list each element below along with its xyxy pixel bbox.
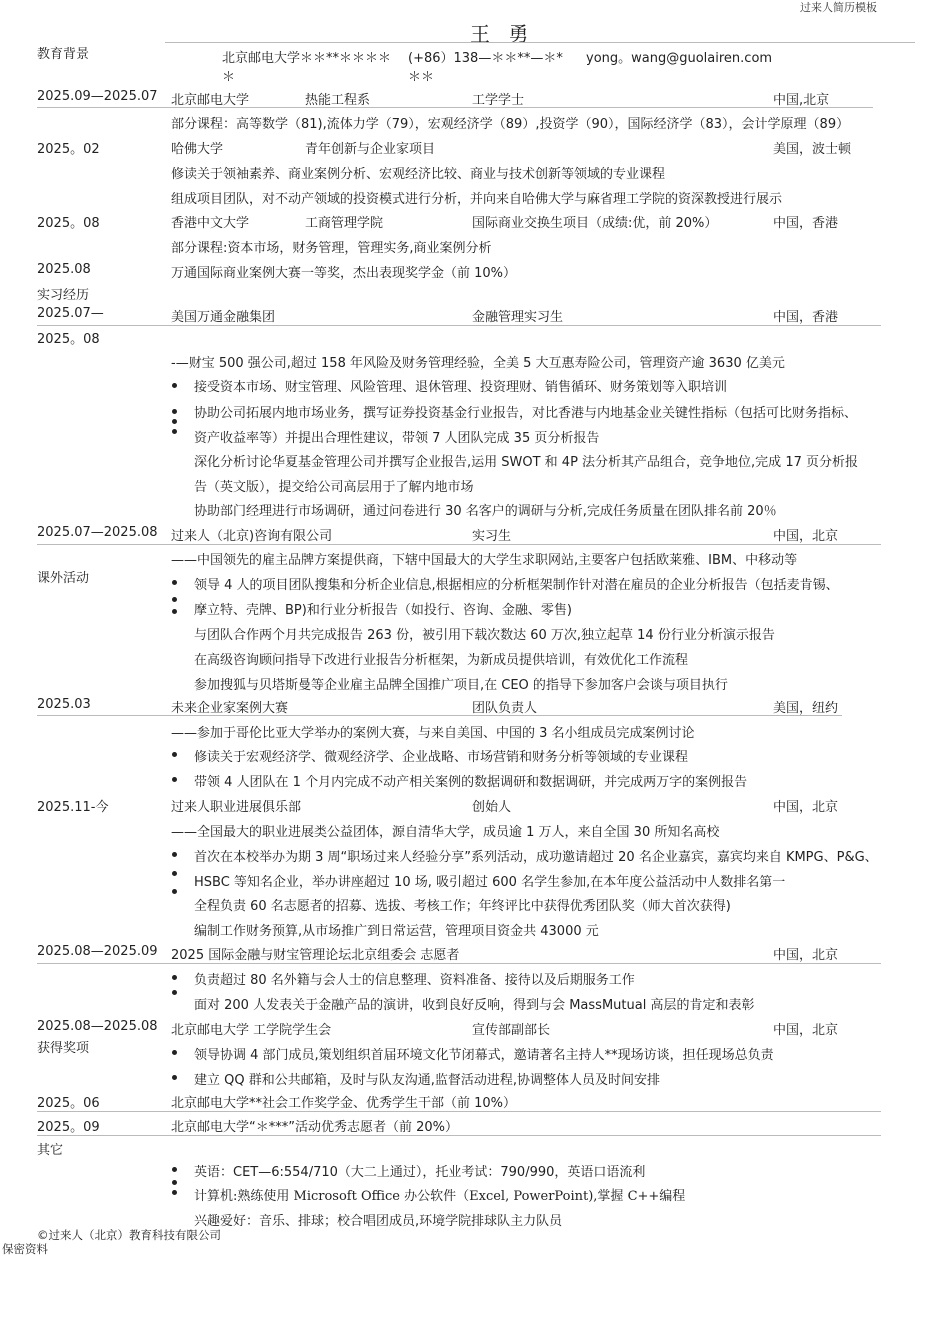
act2-role: 创始人 [472, 800, 512, 815]
act3-bullet-1: 负责超过 80 名外籍与会人士的信息整理、资料准备、接待以及后期服务工作 [194, 973, 635, 988]
intern1-date-start: 2025.07— [37, 306, 104, 321]
act4-bullet-2: 建立 QQ 群和公共邮箱，及时与队友沟通,监督活动进程,协调整体人员及时间安排 [194, 1073, 660, 1088]
intern2-bullet-3: 在高级咨询顾问指导下改进行业报告分析框架，为新成员提供培训，有效优化工作流程 [194, 653, 689, 668]
other-computer: 计算机:熟练使用 Microsoft Office 办公软件（Excel, PowerPoint),掌握 C++编程 [194, 1189, 686, 1204]
bullet-icon [172, 752, 177, 757]
edu1-date: 2025.09—2025.07 [37, 89, 158, 104]
act3-date: 2025.08—2025.09 [37, 944, 158, 959]
act4-location: 中国，北京 [773, 1023, 839, 1038]
act1-role: 团队负责人 [472, 701, 538, 716]
edu3-detail: 部分课程:资本市场，财务管理，管理实务,商业案例分析 [171, 241, 492, 256]
intern1-bullet-4: 协助部门经理进行市场调研，通过问卷进行 30 名客户的调研与分析,完成任务质量在团队排名前 20％ [194, 504, 777, 519]
section-awards-title: 获得奖项 [37, 1041, 90, 1056]
intern2-location: 中国，北京 [773, 529, 839, 544]
intern1-bullet-3: 深化分析讨论华夏基金管理公司并撰写企业报告,运用 SWOT 和 4P 法分析其产品组合，竞争地位,完成 17 页分析报 [194, 455, 858, 470]
intern2-bullet-2: 与团队合作两个月共完成报告 263 份，被引用下载次数达 60 万次,独立起草 14 份行业分析演示报告 [194, 628, 775, 643]
intern1-bullet-2: 协助公司拓展内地市场业务，撰写证券投资基金行业报告，对比香港与内地基金业关键性指标（包括可比财务指标、 [194, 406, 858, 421]
act4-bullet-1: 领导协调 4 部门成员,策划组织首届环境文化节闭幕式，邀请著名主持人**现场访谈，担任现场总负责 [194, 1048, 774, 1063]
rule [37, 107, 873, 108]
act4-org: 北京邮电大学 工学院学生会 [171, 1023, 332, 1038]
act2-location: 中国，北京 [773, 800, 839, 815]
bullet-icon [172, 419, 177, 424]
act4-date: 2025.08—2025.08 [37, 1019, 158, 1034]
footer-confidential: 保密资料 [2, 1242, 48, 1256]
bullet-icon [172, 975, 177, 980]
edu1-location: 中国,北京 [773, 93, 830, 108]
intern1-bullet-1: 接受资本市场、财宝管理、风险管理、退休管理、投资理财、销售循环、财务策划等入职培训 [194, 380, 728, 395]
intern2-bullet-1: 领导 4 人的项目团队搜集和分析企业信息,根据相应的分析框架制作针对潜在雇员的企业分析报告（包括麦肯锡、 [194, 578, 839, 593]
section-activities-title: 课外活动 [37, 571, 90, 586]
act1-location: 美国，纽约 [773, 701, 839, 716]
edu1-detail: 部分课程：高等数学（81),流体力学（79），宏观经济学（89）,投资学（90），国际经济学（83），会计学原理（89） [171, 117, 850, 132]
intern2-org: 过来人（北京)咨询有限公司 [171, 529, 333, 544]
bullet-icon [172, 597, 177, 602]
intern2-role: 实习生 [472, 529, 512, 544]
bullet-icon [172, 429, 177, 434]
act1-date: 2025.03 [37, 697, 91, 712]
award1-text: 北京邮电大学**社会工作奖学金、优秀学生干部（前 10%） [171, 1096, 517, 1111]
rule [37, 1111, 881, 1112]
act2-bullet-3: 编制工作财务预算,从市场推广到日常运营，管理项目资金共 43000 元 [194, 924, 599, 939]
edu1-dept: 热能工程系 [305, 93, 371, 108]
section-other-title: 其它 [37, 1143, 64, 1158]
rule [37, 325, 881, 326]
edu2-location: 美国，波士顿 [773, 142, 852, 157]
edu4-award: 万通国际商业案例大赛一等奖，杰出表现奖学金（前 10%） [171, 266, 517, 281]
section-education-title: 教育背景 [37, 47, 90, 62]
act3-bullet-2: 面对 200 人发表关于金融产品的演讲，收到良好反响，得到与会 MassMutual 高层的肯定和表彰 [194, 998, 755, 1013]
bullet-icon [172, 852, 177, 857]
intern1-role: 金融管理实习生 [472, 310, 564, 325]
award2-date: 2025。09 [37, 1120, 100, 1135]
contact-email[interactable]: yong。wang@guolairen.com [586, 51, 773, 66]
rule [37, 544, 881, 545]
edu2-detail-1: 修读关于领袖素养、商业案例分析、宏观经济比较、商业与技术创新等领域的专业课程 [171, 167, 666, 182]
award1-date: 2025。06 [37, 1096, 100, 1111]
intern1-date-end: 2025。08 [37, 332, 100, 347]
bullet-icon [172, 990, 177, 995]
act2-date: 2025.11-今 [37, 800, 109, 815]
intern1-org: 美国万通金融集团 [171, 310, 276, 325]
intern2-date: 2025.07—2025.08 [37, 525, 158, 540]
edu1-role: 工学学士 [472, 93, 525, 108]
other-english: 英语：CET—6:554/710（大二上通过），托业考试：790/990，英语口语流利 [194, 1165, 646, 1180]
rule [37, 1135, 881, 1136]
edu2-dept: 青年创新与企业家项目 [305, 142, 436, 157]
other-hobbies: 兴趣爱好：音乐、排球；校合唱团成员,环境学院排球队主力队员 [194, 1214, 563, 1229]
bullet-icon [172, 1167, 177, 1172]
act1-bullet-1: 修读关于宏观经济学、微观经济学、企业战略、市场营销和财务分析等领域的专业课程 [194, 750, 689, 765]
rule [37, 963, 881, 964]
act3-org: 2025 国际金融与财宝管理论坛北京组委会 志愿者 [171, 948, 460, 963]
bullet-icon [172, 409, 177, 414]
candidate-name: 王 勇 [470, 22, 535, 46]
bullet-icon [172, 1180, 177, 1185]
edu3-date: 2025。08 [37, 216, 100, 231]
act2-bullet-1-cont: HSBC 等知名企业，举办讲座超过 10 场, 吸引超过 600 名学生参加,在本年度公益活动中人数排名第一 [194, 875, 786, 890]
act1-intro: ——参加于哥伦比亚大学举办的案例大赛，与来自美国、中国的 3 名小组成员完成案例讨论 [171, 726, 695, 741]
contact-school-cont: ＊ [222, 70, 236, 85]
act1-bullet-2: 带领 4 人团队在 1 个月内完成不动产相关案例的数据调研和数据调研，并完成两万字的案例报告 [194, 775, 748, 790]
edu3-role: 国际商业交换生项目（成绩:优，前 20%） [472, 216, 718, 231]
bullet-icon [172, 871, 177, 876]
act2-intro: ——全国最大的职业进展类公益团体，源自清华大学，成员逾 1 万人，来自全国 30 所知名高校 [171, 825, 720, 840]
rule [37, 715, 842, 716]
intern2-intro: ——中国领先的雇主品牌方案提供商，下辖中国最大的大学生求职网站,主要客户包括欧莱雅、IBM、中移动等 [171, 553, 798, 568]
bullet-icon [172, 1190, 177, 1195]
intern1-intro: -—财宝 500 强公司,超过 158 年风险及财务管理经验，全美 5 大互惠寿险公司，管理资产逾 3630 亿美元 [171, 356, 785, 371]
act2-org: 过来人职业进展俱乐部 [171, 800, 302, 815]
intern1-location: 中国，香港 [773, 310, 839, 325]
edu3-location: 中国，香港 [773, 216, 839, 231]
bullet-icon [172, 609, 177, 614]
intern1-bullet-3-cont: 告（英文版），提交给公司高层用于了解内地市场 [194, 480, 474, 495]
edu2-org: 哈佛大学 [171, 142, 224, 157]
edu3-org: 香港中文大学 [171, 216, 250, 231]
act4-role: 宣传部副部长 [472, 1023, 551, 1038]
bullet-icon [172, 889, 177, 894]
edu2-detail-2: 组成项目团队，对不动产领域的投资模式进行分析，并向来自哈佛大学与麻省理工学院的资深教授进行展示 [171, 192, 783, 207]
header-rule [165, 42, 915, 43]
act2-bullet-1: 首次在本校举办为期 3 周“职场过来人经验分享”系列活动，成功邀请超过 20 名企业嘉宾，嘉宾均来自 KMPG、P&G、 [194, 850, 878, 865]
footer-copyright: ©过来人（北京）教育科技有限公司 [37, 1228, 221, 1242]
award2-text: 北京邮电大学“＊***”活动优秀志愿者（前 20%） [171, 1120, 458, 1135]
edu2-date: 2025。02 [37, 142, 100, 157]
act3-location: 中国，北京 [773, 948, 839, 963]
edu4-date: 2025.08 [37, 262, 91, 277]
bullet-icon [172, 580, 177, 585]
intern1-bullet-2-cont: 资产收益率等）并提出合理性建议，带领 7 人团队完成 35 页分析报告 [194, 431, 600, 446]
contact-phone-cont: ＊＊ [408, 70, 435, 85]
bullet-icon [172, 383, 177, 388]
bullet-icon [172, 1075, 177, 1080]
act2-bullet-2: 全程负责 60 名志愿者的招募、选拔、考核工作；年终评比中获得优秀团队奖（师大首次获得) [194, 899, 731, 914]
contact-school: 北京邮电大学＊＊**＊＊＊＊ [222, 51, 392, 66]
bullet-icon [172, 1050, 177, 1055]
bullet-icon [172, 777, 177, 782]
act1-org: 未来企业家案例大赛 [171, 701, 289, 716]
template-note: 过来人简历模板 [800, 1, 877, 14]
edu1-org: 北京邮电大学 [171, 93, 250, 108]
edu3-dept: 工商管理学院 [305, 216, 384, 231]
intern2-bullet-4: 参加搜狐与贝塔斯曼等企业雇主品牌全国推广项目,在 CEO 的指导下参加客户会谈与项目执行 [194, 678, 728, 693]
contact-phone: (+86）138—＊＊**—＊* [408, 51, 563, 66]
intern2-bullet-1-cont: 摩立特、壳牌、BP)和行业分析报告（如投行、咨询、金融、零售) [194, 603, 572, 618]
section-internship-title: 实习经历 [37, 288, 90, 303]
